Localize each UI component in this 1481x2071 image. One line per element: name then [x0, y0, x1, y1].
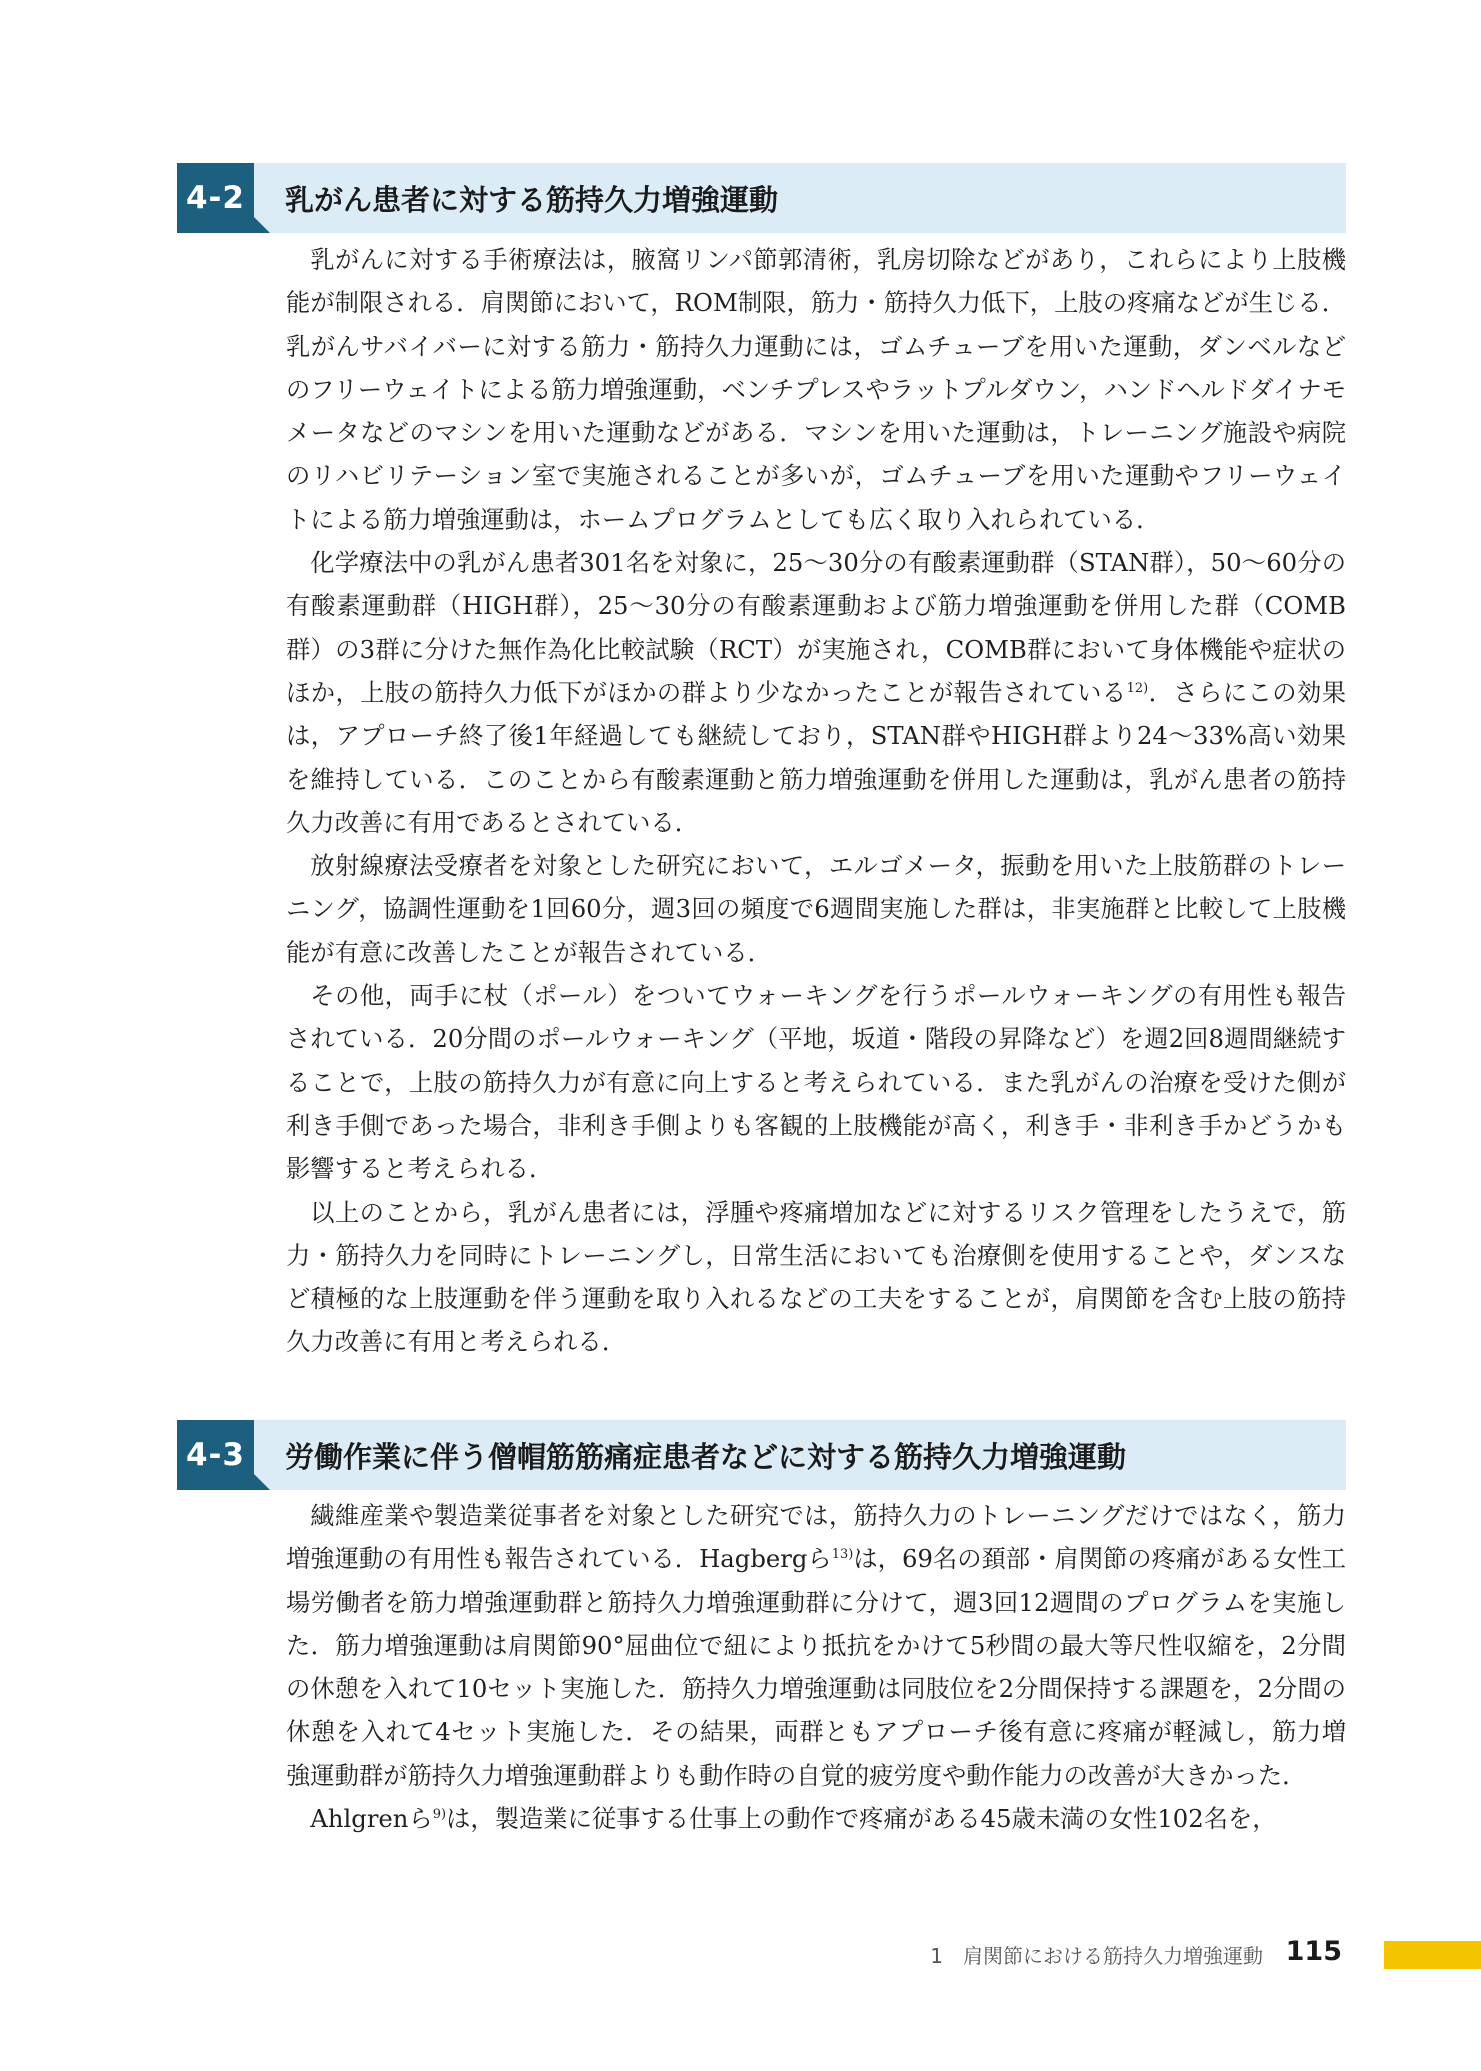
page-number: 115: [1285, 1936, 1342, 1967]
section-body-4-2: [286, 238, 1346, 1364]
paragraph: 放射線療法受療者を対象とした研究において，エルゴメータ，振動を用いた上肢筋群のトレーニング，協調性運動を1回60分，週3回の頻度で6週間実施した群は，非実施群と比較して上肢機能が有意に改善したことが報告されている．: [286, 851, 1346, 967]
section-body-4-3: [286, 1494, 1346, 1840]
chapter-label: 1 肩関節における筋持久力増強運動: [930, 1944, 1263, 1968]
paragraph: 繊維産業や製造業従事者を対象とした研究では，筋持久力のトレーニングだけではなく，筋力増強運動の有用性も報告されている．Hagbergら$^{13)}$は，69名の頚部・肩関節の疼痛がある女性工場労働者を筋力増強運動群と筋持久力増強運動群に分けて，週3回12週間のプログラムを実施した．筋力増強運動は肩関節90°屈曲位で紐により抵抗をかけて5秒間の最大等尺性収縮を，2分間の休憩を入れて10セット実施した．筋持久力増強運動は同肢位を2分間保持する課題を，2分間の休憩を入れて4セット実施した．その結果，両群ともアプローチ後有意に疼痛が軽減し，筋力増強運動群が筋持久力増強運動群よりも動作時の自覚的疲労度や動作能力の改善が大きかった．: [286, 1501, 1347, 1790]
paragraph: Ahlgrenら$^{9)}$は，製造業に従事する仕事上の動作で疼痛がある45歳未満の女性102名を，: [310, 1804, 1277, 1834]
section-number: 4-3: [177, 1420, 254, 1490]
paragraph: 乳がんに対する手術療法は，腋窩リンパ節郭清術，乳房切除などがあり，これらにより上肢機能が制限される．肩関節において，ROM制限，筋力・筋持久力低下，上肢の疼痛などが生じる．乳がんサバイバーに対する筋力・筋持久力運動には，ゴムチューブを用いた運動，ダンベルなどのフリーウェイトによる筋力増強運動，ベンチプレスやラットプルダウン，ハンドヘルドダイナモメータなどのマシンを用いた運動などがある．マシンを用いた運動は，トレーニング施設や病院のリハビリテーション室で実施されることが多いが，ゴムチューブを用いた運動やフリーウェイトによる筋力増強運動は，ホームプログラムとしても広く取り入れられている．: [286, 245, 1346, 534]
paragraph: 化学療法中の乳がん患者301名を対象に，25～30分の有酸素運動群（STAN群），50～60分の有酸素運動群（HIGH群），25～30分の有酸素運動および筋力増強運動を併用した群（COMB群）の3群に分けた無作為化比較試験（RCT）が実施され，COMB群において身体機能や症状のほか，上肢の筋持久力低下がほかの群より少なかったことが報告されている$^{12)}$．さらにこの効果は，アプローチ終了後1年経過しても継続しており，STAN群やHIGH群より24～33%高い効果を維持している．このことから有酸素運動と筋力増強運動を併用した運動は，乳がん患者の筋持久力改善に有用であるとされている．: [286, 548, 1347, 837]
section-header-4-2: [177, 163, 1346, 233]
section-title: 労働作業に伴う僧帽筋筋痛症患者などに対する筋持久力増強運動: [285, 1439, 1127, 1474]
citation-ref: 13): [831, 1547, 854, 1563]
section-number: 4-2: [177, 163, 254, 233]
paragraph: その他，両手に杖（ポール）をついてウォーキングを行うポールウォーキングの有用性も報告されている．20分間のポールウォーキング（平地，坂道・階段の昇降など）を週2回8週間継続することで，上肢の筋持久力が有意に向上すると考えられている．また乳がんの治療を受けた側が利き手側であった場合，非利き手側よりも客観的上肢機能が高く，利き手・非利き手かどうかも影響すると考えられる．: [286, 981, 1346, 1184]
section-header-4-3: [177, 1420, 1346, 1490]
section-title: 乳がん患者に対する筋持久力増強運動: [285, 182, 779, 217]
paragraph: 以上のことから，乳がん患者には，浮腫や疼痛増加などに対するリスク管理をしたうえで，筋力・筋持久力を同時にトレーニングし，日常生活においても治療側を使用することや，ダンスなど積極的な上肢運動を伴う運動を取り入れるなどの工夫をすることが，肩関節を含む上肢の筋持久力改善に有用と考えられる．: [286, 1197, 1346, 1357]
page-footer: [0, 1936, 1481, 1976]
citation-ref: 9): [432, 1807, 447, 1823]
page-tab-marker: [1384, 1941, 1481, 1969]
citation-ref: 12): [1126, 680, 1149, 696]
